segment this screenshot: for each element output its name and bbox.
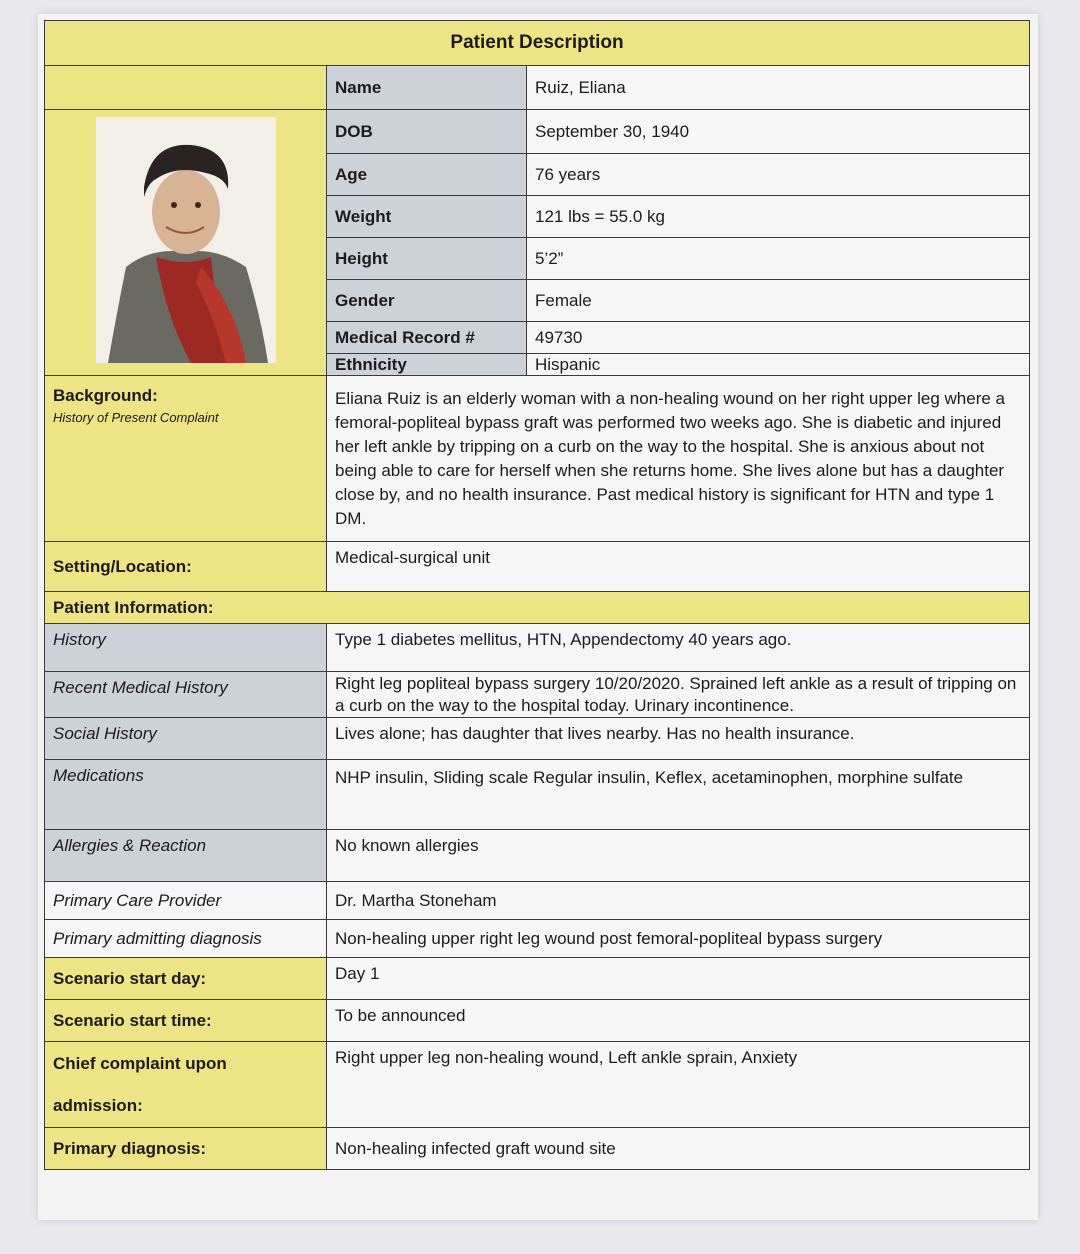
patient-description-form <box>44 20 1030 1170</box>
background-label-cell <box>45 376 327 542</box>
allergies-label: Allergies & Reaction <box>45 830 327 882</box>
mrn-value: 49730 <box>527 322 1030 354</box>
setting-value: Medical-surgical unit <box>327 542 1030 592</box>
start-time-value: To be announced <box>327 1000 1030 1042</box>
pcp-value: Dr. Martha Stoneham <box>327 882 1030 920</box>
page-title: Patient Description <box>45 21 1030 66</box>
patient-photo-icon <box>96 117 276 363</box>
chief-complaint-value: Right upper leg non-healing wound, Left ankle sprain, Anxiety <box>327 1042 1030 1128</box>
admitting-dx-label: Primary admitting diagnosis <box>45 920 327 958</box>
spacer-cell <box>45 66 327 110</box>
social-history-value: Lives alone; has daughter that lives nearby. Has no health insurance. <box>327 718 1030 760</box>
start-day-label: Scenario start day: <box>45 958 327 1000</box>
primary-dx-value: Non-healing infected graft wound site <box>327 1128 1030 1170</box>
primary-dx-label: Primary diagnosis: <box>45 1128 327 1170</box>
admitting-dx-value: Non-healing upper right leg wound post femoral-popliteal bypass surgery <box>327 920 1030 958</box>
name-label: Name <box>327 66 527 110</box>
photo-cell <box>45 110 327 376</box>
recent-history-value: Right leg popliteal bypass surgery 10/20/2020. Sprained left ankle as a result of tripping on a curb on the way to the hospital today. Urinary incontinence. <box>327 672 1030 718</box>
background-text: Eliana Ruiz is an elderly woman with a non-healing wound on her right upper leg where a femoral-popliteal bypass graft was performed two weeks ago. She is diabetic and injured her left ankle by tripping on a curb on the way to the hospital. She is anxious about not being able to care for herself when she returns home. She lives alone but has a daughter close by, and no health insurance. Past medical history is significant for HTN and type 1 DM. <box>327 376 1030 542</box>
medications-label: Medications <box>45 760 327 830</box>
history-value: Type 1 diabetes mellitus, HTN, Appendectomy 40 years ago. <box>327 624 1030 672</box>
weight-label: Weight <box>327 196 527 238</box>
social-history-label: Social History <box>45 718 327 760</box>
height-value: 5’2” <box>527 238 1030 280</box>
gender-value: Female <box>527 280 1030 322</box>
recent-history-label: Recent Medical History <box>45 672 327 718</box>
weight-value: 121 lbs = 55.0 kg <box>527 196 1030 238</box>
chief-complaint-label-line1: Chief complaint upon <box>53 1053 227 1073</box>
ethnicity-label: Ethnicity <box>327 354 527 376</box>
gender-label: Gender <box>327 280 527 322</box>
patient-info-heading: Patient Information: <box>45 592 1030 624</box>
setting-label: Setting/Location: <box>45 542 327 592</box>
name-value: Ruiz, Eliana <box>527 66 1030 110</box>
height-label: Height <box>327 238 527 280</box>
allergies-value: No known allergies <box>327 830 1030 882</box>
start-time-label: Scenario start time: <box>45 1000 327 1042</box>
chief-complaint-label-cell <box>45 1042 327 1128</box>
start-day-value: Day 1 <box>327 958 1030 1000</box>
background-sublabel: History of Present Complaint <box>53 410 219 425</box>
ethnicity-value: Hispanic <box>527 354 1030 376</box>
pcp-label: Primary Care Provider <box>45 882 327 920</box>
history-label: History <box>45 624 327 672</box>
age-label: Age <box>327 154 527 196</box>
dob-label: DOB <box>327 110 527 154</box>
age-value: 76 years <box>527 154 1030 196</box>
medications-value: NHP insulin, Sliding scale Regular insulin, Keflex, acetaminophen, morphine sulfate <box>327 760 1030 830</box>
dob-value: September 30, 1940 <box>527 110 1030 154</box>
background-label: Background: <box>53 386 158 405</box>
mrn-label: Medical Record # <box>327 322 527 354</box>
chief-complaint-label-line2: admission: <box>53 1095 143 1115</box>
